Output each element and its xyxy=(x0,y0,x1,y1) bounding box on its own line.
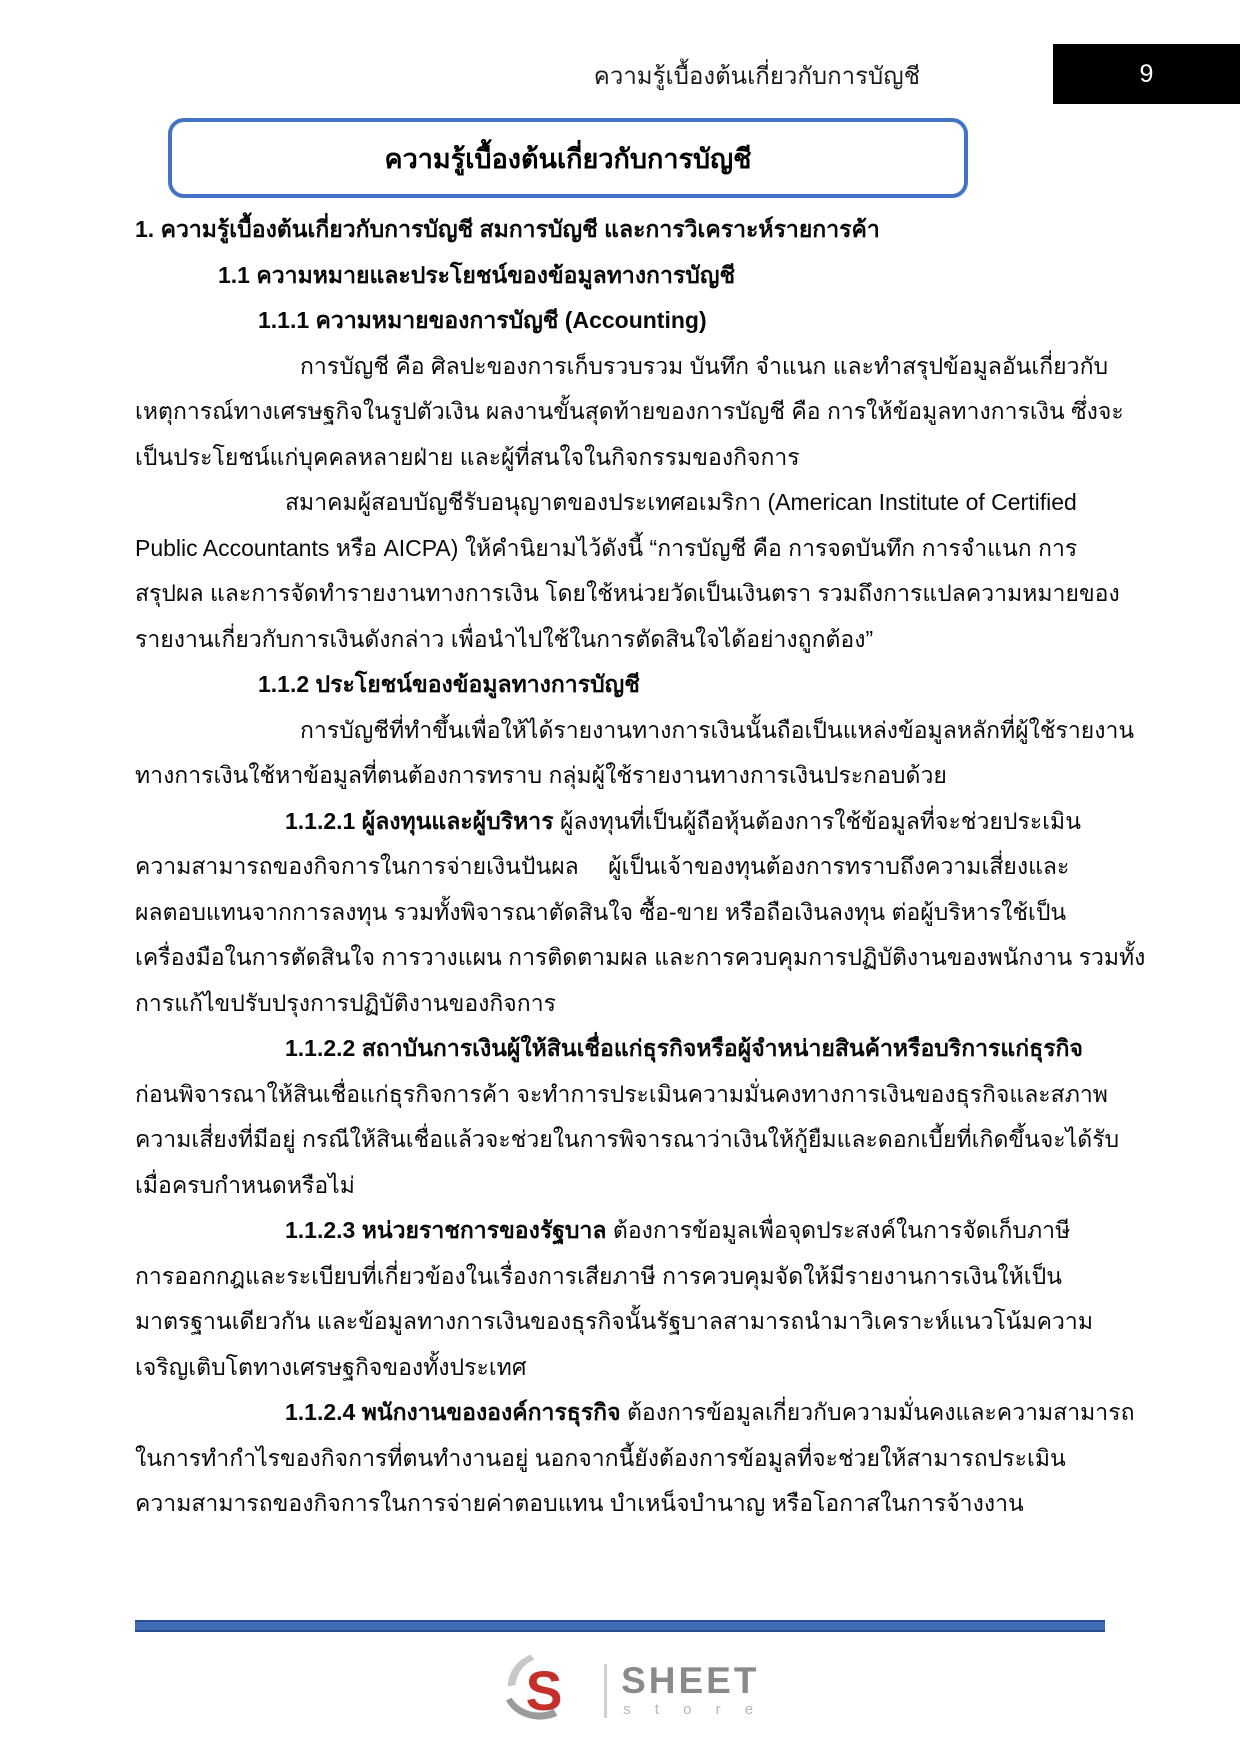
paragraph-line: ก่อนพิจารณาให้สินเชื่อแก่ธุรกิจการค้า จะทำการประเมินความมั่นคงทางการเงินของธุรกิจและสภาพ xyxy=(135,1080,1108,1107)
s-logo-icon xyxy=(498,1651,590,1731)
paragraph-line: ในการทำกำไรของกิจการที่ตนทำงานอยู่ นอกจากนี้ยังต้องการข้อมูลที่จะช่วยให้สามารถประเมิน xyxy=(135,1444,1066,1471)
chapter-title-box xyxy=(168,118,968,198)
paragraph-line: เป็นประโยชน์แก่บุคคลหลายฝ่าย และผู้ที่สนใจในกิจกรรมของกิจการ xyxy=(135,443,800,470)
paragraph-line: เจริญเติบโตทางเศรษฐกิจของทั้งประเทศ xyxy=(135,1353,527,1380)
paragraph-line: เมื่อครบกำหนดหรือไม่ xyxy=(135,1171,355,1198)
paragraph-line: ความเสี่ยงที่มีอยู่ กรณีให้สินเชื่อแล้วจะช่วยในการพิจารณาว่าเงินให้กู้ยืมและดอกเบี้ยที่เกิดขึ้นจะได้รับ xyxy=(135,1126,1120,1152)
section-heading-1: 1. ความรู้เบื้องต้นเกี่ยวกับการบัญชี สมการบัญชี และการวิเคราะห์รายการค้า xyxy=(135,216,880,242)
sheet-store-logo xyxy=(498,1643,763,1739)
subsection-label: 1.1.2.4 พนักงานขององค์การธุรกิจ xyxy=(285,1399,621,1425)
paragraph-line: สมาคมผู้สอบบัญชีรับอนุญาตของประเทศอเมริกา (American Institute of Certified xyxy=(285,489,1077,515)
paragraph-line: ความสามารถของกิจการในการจ่ายค่าตอบแทน บำเหน็จบำนาญ หรือโอกาสในการจ้างงาน xyxy=(135,1490,1024,1516)
document-body xyxy=(135,207,1146,1527)
paragraph-line: การแก้ไขปรับปรุงการปฏิบัติงานของกิจการ xyxy=(135,989,556,1016)
subsection-text: ต้องการข้อมูลเกี่ยวกับความมั่นคงและความสามารถ xyxy=(626,1399,1135,1425)
subsection-text: ผู้ลงทุนที่เป็นผู้ถือหุ้นต้องการใช้ข้อมูลที่จะช่วยประเมิน xyxy=(559,807,1081,834)
paragraph-line: รายงานเกี่ยวกับการเงินดังกล่าว เพื่อนำไปใช้ในการตัดสินใจได้อย่างถูกต้อง” xyxy=(135,625,874,652)
paragraph-line: สรุปผล และการจัดทำรายงานทางการเงิน โดยใช้หน่วยวัดเป็นเงินตรา รวมถึงการแปลความหมายของ xyxy=(135,580,1120,606)
paragraph-line: Public Accountants หรือ AICPA) ให้คำนิยามไว้ดังนี้ “การบัญชี คือ การจดบันทึก การจำแนก การ xyxy=(135,534,1078,561)
subsection-label: 1.1.2.3 หน่วยราชการของรัฐบาล xyxy=(285,1217,607,1243)
logo-letter: S xyxy=(525,1660,563,1723)
subsection-label: 1.1.2.2 สถาบันการเงินผู้ให้สินเชื่อแก่ธุรกิจหรือผู้จำหน่ายสินค้าหรือบริการแก่ธุรกิจ xyxy=(285,1035,1083,1061)
section-heading-1-1-2: 1.1.2 ประโยชน์ของข้อมูลทางการบัญชี xyxy=(258,671,640,697)
paragraph-line: การออกกฎและระเบียบที่เกี่ยวข้องในเรื่องการเสียภาษี การควบคุมจัดให้มีรายงานการเงินให้เป็น xyxy=(135,1262,1062,1289)
section-heading-1-1: 1.1 ความหมายและประโยชน์ของข้อมูลทางการบัญชี xyxy=(218,261,736,288)
subsection-text: ต้องการข้อมูลเพื่อจุดประสงค์ในการจัดเก็บภาษี xyxy=(612,1217,1071,1243)
paragraph-line: การบัญชีที่ทำขึ้นเพื่อให้ได้รายงานทางการเงินนั้นถือเป็นแหล่งข้อมูลหลักที่ผู้ใช้รายงาน xyxy=(300,716,1135,743)
footer-divider-bar xyxy=(135,1620,1105,1632)
paragraph-line: ผลตอบแทนจากการลงทุน รวมทั้งพิจารณาตัดสินใจ ซื้อ-ขาย หรือถือเงินลงทุน ต่อผู้บริหารใช้เป็น xyxy=(135,898,1067,925)
subsection-label: 1.1.2.1 ผู้ลงทุนและผู้บริหาร xyxy=(285,807,554,834)
subsection-line-1-1-2-3 xyxy=(135,1208,1107,1254)
chapter-title: ความรู้เบื้องต้นเกี่ยวกับการบัญชี xyxy=(384,143,752,174)
paragraph-line: การบัญชี คือ ศิลปะของการเก็บรวบรวม บันทึก จำแนก และทำสรุปข้อมูลอันเกี่ยวกับ xyxy=(300,352,1109,379)
logo-divider xyxy=(604,1664,607,1718)
running-header-text: ความรู้เบื้องต้นเกี่ยวกับการบัญชี xyxy=(593,63,920,90)
subsection-line-1-1-2-2 xyxy=(135,1026,1107,1072)
page-number: 9 xyxy=(1139,59,1154,88)
paragraph-line: เหตุการณ์ทางเศรษฐกิจในรูปตัวเงิน ผลงานขั้นสุดท้ายของการบัญชี คือ การให้ข้อมูลทางการเงิน ซึ่งจะ xyxy=(135,398,1124,424)
paragraph-line: ทางการเงินใช้หาข้อมูลที่ตนต้องการทราบ กลุ่มผู้ใช้รายงานทางการเงินประกอบด้วย xyxy=(135,762,947,788)
page-number-box xyxy=(1053,44,1240,104)
section-heading-1-1-1: 1.1.1 ความหมายของการบัญชี (Accounting) xyxy=(258,307,707,333)
brand-name: SHEET xyxy=(621,1660,760,1701)
paragraph-line: มาตรฐานเดียวกัน และข้อมูลทางการเงินของธุรกิจนั้นรัฐบาลสามารถนำมาวิเคราะห์แนวโน้มความ xyxy=(135,1308,1094,1334)
brand-text-block xyxy=(621,1662,763,1720)
paragraph-line: ความสามารถของกิจการในการจ่ายเงินปันผล ผู้เป็นเจ้าของทุนต้องการทราบถึงความเสี่ยงและ xyxy=(135,853,1070,879)
paragraph-line: เครื่องมือในการตัดสินใจ การวางแผน การติดตามผล และการควบคุมการปฏิบัติงานของพนักงาน รวมทั้ง xyxy=(135,944,1146,970)
subsection-line-1-1-2-4 xyxy=(135,1390,1135,1436)
brand-subtitle: s t o r e xyxy=(623,1701,764,1718)
subsection-line-1-1-2-1 xyxy=(135,799,1107,845)
